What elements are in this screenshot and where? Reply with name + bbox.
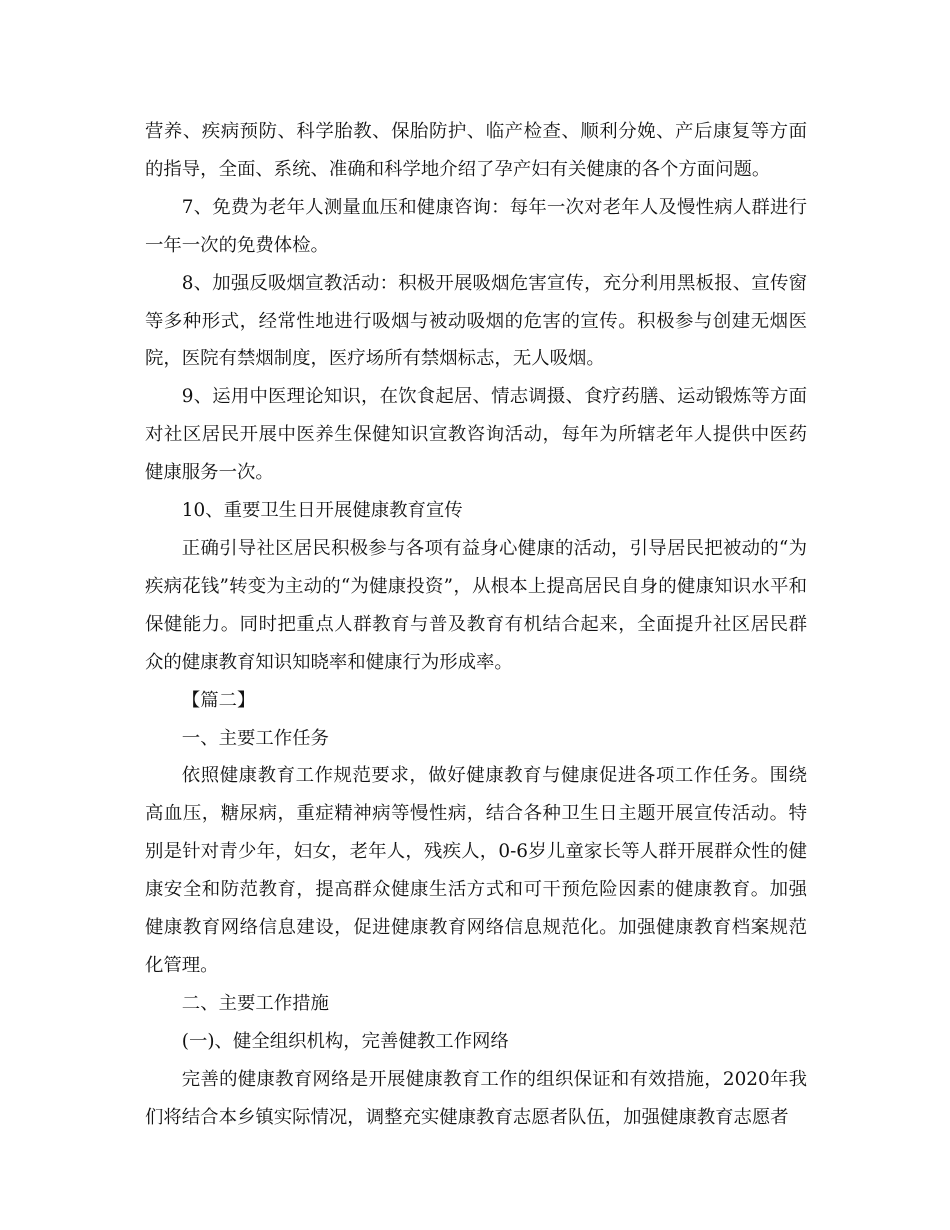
paragraph-item-7: 7、免费为老年人测量血压和健康咨询：每年一次对老年人及慢性病人群进行一年一次的免费体检。 [145,196,807,256]
paragraph-organization: 完善的健康教育网络是开展健康教育工作的组织保证和有效措施，2020年我们将结合本乡镇实际情况，调整充实健康教育志愿者队伍，加强健康教育志愿者 [145,1068,807,1128]
paragraph-item-10-body: 正确引导社区居民积极参与各项有益身心健康的活动，引导居民把被动的“为疾病花钱”转变为主动的“为健康投资”，从根本上提高居民自身的健康知识水平和保健能力。同时把重点人群教育与普及教育有机结合起来，全面提升社区居民群众的健康教育知识知晓率和健康行为形成率。 [145,537,807,673]
subheading-organization: (一)、健全组织机构，完善健教工作网络 [181,1030,509,1052]
section-heading-part-two: 【篇二】 [181,689,256,711]
paragraph-continuation: 营养、疾病预防、科学胎教、保胎防护、临产检查、顺利分娩、产后康复等方面的指导，全面、系统、准确和科学地介绍了孕产妇有关健康的各个方面问题。 [145,121,807,180]
paragraph-item-8: 8、加强反吸烟宣教活动：积极开展吸烟危害宣传，充分利用黑板报、宣传窗等多种形式，经常性地进行吸烟与被动吸烟的危害的宣传。积极参与创建无烟医院，医院有禁烟制度，医疗场所有禁烟标志，无人吸烟。 [145,272,807,370]
paragraph-item-10-heading: 10、重要卫生日开展健康教育宣传 [181,500,463,522]
heading-main-tasks: 一、主要工作任务 [181,727,329,749]
paragraph-main-tasks: 依照健康教育工作规范要求，做好健康教育与健康促进各项工作任务。围绕高血压，糖尿病，重症精神病等慢性病，结合各种卫生日主题开展宣传活动。特别是针对青少年，妇女，老年人，残疾人，0-6岁儿童家长等人群开展群众性的健康安全和防范教育，提高群众健康生活方式和可干预危险因素的健康教育。加强健康教育网络信息建设，促进健康教育网络信息规范化。加强健康教育档案规范化管理。 [145,765,807,976]
heading-main-measures: 二、主要工作措施 [181,992,329,1014]
paragraph-item-9: 9、运用中医理论知识，在饮食起居、情志调摄、食疗药膳、运动锻炼等方面对社区居民开展中医养生保健知识宣教咨询活动，每年为所辖老年人提供中医药健康服务一次。 [145,386,807,484]
document-body [145,113,807,1136]
